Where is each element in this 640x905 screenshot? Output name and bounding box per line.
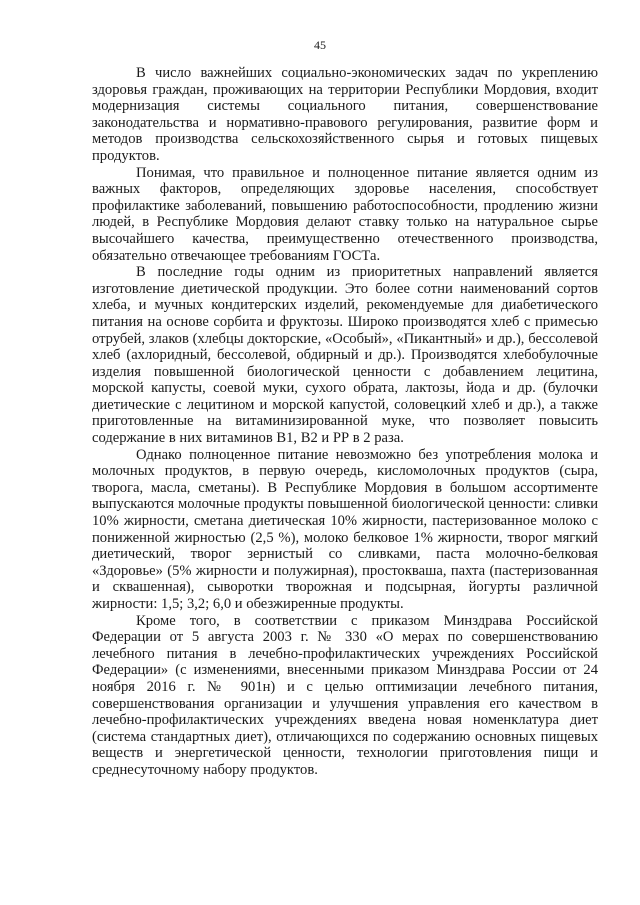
paragraph-2: Понимая, что правильное и полноценное питание является одним из важных факторов, определяющих здоровье населения, способствует профилактике заболеваний, повышению работоспособности, продлению жизни людей, в Республике Мордовия делают ставку только на натуральное сырье высочайшего качества, преимущественно отечественного производства, обязательно отвечающее требованиям ГОСТа. xyxy=(92,164,598,264)
paragraph-1: В число важнейших социально-экономических задач по укреплению здоровья граждан, проживающих на территории Республики Мордовия, входит модернизация системы социального питания, совершенствование законодательства и нормативно-правового регулирования, развитие форм и методов производства сельскохозяйственного сырья и готовых пищевых продуктов. xyxy=(92,65,598,164)
paragraph-4: Однако полноценное питание невозможно без употребления молока и молочных продуктов, в первую очередь, кисломолочных продуктов (сыра, творога, масла, сметаны). В Республике Мордовия в большом ассортименте выпускаются молочные продукты повышенной биологической ценности: сливки 10% жирности, сметана диетическая 10% жирности, пастеризованное молоко с пониженной жирностью (2,5 %), молоко белковое 1% жирности, творог мягкий диетический, творог зернистый со сливками, паста молочно-белковая «Здоровье» (5% жирности и полужирная), простокваша, пахта (пастеризованная и сквашенная), сыворотки творожная и подсырная, йогурты различной жирности: 1,5; 3,2; 6,0 и обезжиренные продукты. xyxy=(92,446,598,612)
paragraph-3: В последние годы одним из приоритетных направлений является изготовление диетической продукции. Это более сотни наименований сортов хлеба, и мучных кондитерских изделий, рекомендуемые для диабетического питания на основе сорбита и фруктозы. Широко производятся хлеб с примесью отрубей, злаков (хлебцы докторские, «Особый», «Пикантный» и др.), бессолевой хлеб (ахлоридный, бессолевой, обдирный и др.). Производятся хлебобулочные изделия повышенной биологической ценности с добавлением лецитина, морской капусты, соевой муки, сухого обрата, лактозы, йода и др. (булочки диетические с лецитином и морской капустой, соловецкий хлеб и др.), а также приготовленные на витаминизированной муке, что позволяет повысить содержание в них витаминов В1, В2 и РР в 2 раза. xyxy=(92,264,598,447)
paragraph-5: Кроме того, в соответствии с приказом Минздрава Российской Федерации от 5 августа 2003 г. № 330 «О мерах по совершенствованию лечебного питания в лечебно-профилактических учреждениях Российской Федерации» (с изменениями, внесенными приказом Минздрава России от 24 ноября 2016 г. № 901н) и с целью оптимизации лечебного питания, совершенствования организации и улучшения управления его качеством в лечебно-профилактических учреждениях введена новая номенклатура диет (система стандартных диет), отличающихся по содержанию основных пищевых веществ и энергетической ценности, технологии приготовления пищи и среднесуточному набору продуктов. xyxy=(92,612,598,778)
body-text xyxy=(92,65,598,779)
page-number: 45 xyxy=(314,38,326,52)
